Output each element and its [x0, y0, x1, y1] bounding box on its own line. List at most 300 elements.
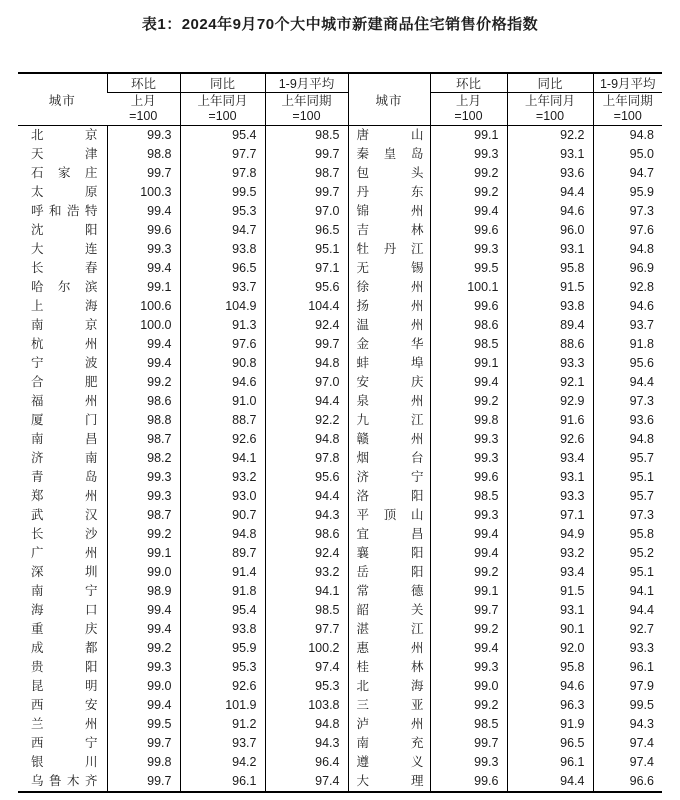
right-yoy-value: 92.0 — [507, 639, 593, 658]
left-avg-value: 93.2 — [265, 563, 348, 582]
left-city-cell: 上海 — [31, 299, 98, 313]
right-city-cell: 惠州 — [348, 639, 430, 658]
right-mom-value: 99.3 — [430, 240, 507, 259]
left-avg-value: 95.1 — [265, 240, 348, 259]
right-city-cell: 桂林 — [348, 658, 430, 677]
left-mom-value: 99.1 — [107, 278, 180, 297]
table-row — [18, 240, 662, 259]
header-yoy-right: 同比 — [507, 73, 593, 93]
right-avg-value: 94.8 — [593, 430, 662, 449]
right-yoy-value: 93.3 — [507, 354, 593, 373]
right-avg-value: 97.4 — [593, 753, 662, 772]
right-mom-value: 99.3 — [430, 658, 507, 677]
left-mom-value: 100.6 — [107, 297, 180, 316]
left-avg-value: 94.8 — [265, 354, 348, 373]
right-avg-value: 96.6 — [593, 772, 662, 792]
left-mom-value: 99.4 — [107, 335, 180, 354]
left-mom-value: 99.7 — [107, 164, 180, 183]
table-row — [18, 753, 662, 772]
right-mom-value: 99.6 — [430, 468, 507, 487]
right-yoy-value: 94.9 — [507, 525, 593, 544]
left-avg-value: 98.7 — [265, 164, 348, 183]
left-yoy-value: 94.7 — [180, 221, 265, 240]
table-row — [18, 696, 662, 715]
right-yoy-value: 95.8 — [507, 259, 593, 278]
right-city-cell: 泉州 — [348, 392, 430, 411]
table-row — [18, 639, 662, 658]
right-yoy-value: 95.8 — [507, 658, 593, 677]
left-avg-value: 94.4 — [265, 487, 348, 506]
right-yoy-value: 94.4 — [507, 772, 593, 792]
table-row — [18, 677, 662, 696]
right-yoy-value: 92.1 — [507, 373, 593, 392]
left-avg-value: 94.8 — [265, 715, 348, 734]
left-yoy-value: 92.6 — [180, 430, 265, 449]
right-city-cell: 常德 — [348, 582, 430, 601]
left-avg-value: 97.0 — [265, 202, 348, 221]
right-city-cell: 包头 — [348, 164, 430, 183]
right-city-cell: 三亚 — [348, 696, 430, 715]
right-city-cell: 丹东 — [348, 183, 430, 202]
left-yoy-value: 90.7 — [180, 506, 265, 525]
left-yoy-value: 96.5 — [180, 259, 265, 278]
table-row — [18, 544, 662, 563]
header-mom-right: 环比 — [430, 73, 507, 93]
right-avg-value: 95.1 — [593, 468, 662, 487]
right-yoy-value: 93.2 — [507, 544, 593, 563]
right-mom-value: 99.1 — [430, 126, 507, 146]
left-mom-value: 99.4 — [107, 354, 180, 373]
left-city-cell: 乌鲁木齐 — [31, 774, 98, 788]
left-avg-value: 92.2 — [265, 411, 348, 430]
right-city-cell: 牡丹江 — [348, 240, 430, 259]
right-mom-value: 99.8 — [430, 411, 507, 430]
table-title: 表1：2024年9月70个大中城市新建商品住宅销售价格指数 — [141, 16, 539, 33]
right-avg-value: 97.6 — [593, 221, 662, 240]
right-city-cell: 湛江 — [348, 620, 430, 639]
left-city-cell: 太原 — [31, 185, 98, 199]
left-yoy-value: 91.8 — [180, 582, 265, 601]
right-yoy-value: 97.1 — [507, 506, 593, 525]
right-city-cell: 烟台 — [348, 449, 430, 468]
left-yoy-value: 94.8 — [180, 525, 265, 544]
left-yoy-value: 91.0 — [180, 392, 265, 411]
right-city-cell: 安庆 — [348, 373, 430, 392]
right-yoy-value: 91.9 — [507, 715, 593, 734]
right-city-cell: 南充 — [348, 734, 430, 753]
left-city-cell: 深圳 — [31, 565, 98, 579]
right-mom-value: 99.4 — [430, 525, 507, 544]
right-avg-value: 97.3 — [593, 202, 662, 221]
right-avg-value: 93.3 — [593, 639, 662, 658]
right-yoy-value: 93.4 — [507, 563, 593, 582]
base-line2: =100 — [535, 109, 565, 123]
left-city-cell: 厦门 — [31, 413, 98, 427]
left-mom-value: 99.3 — [107, 487, 180, 506]
left-mom-value: 99.4 — [107, 696, 180, 715]
right-yoy-value: 91.6 — [507, 411, 593, 430]
left-yoy-value: 95.9 — [180, 639, 265, 658]
left-city-cell: 贵阳 — [31, 660, 98, 674]
right-yoy-value: 94.6 — [507, 677, 593, 696]
left-avg-value: 96.4 — [265, 753, 348, 772]
left-avg-value: 97.4 — [265, 772, 348, 792]
table-header — [18, 73, 662, 126]
left-city-cell: 南昌 — [31, 432, 98, 446]
price-index-table — [18, 72, 662, 793]
right-mom-value: 99.7 — [430, 734, 507, 753]
left-avg-value: 99.7 — [265, 145, 348, 164]
left-city-cell: 广州 — [31, 546, 98, 560]
right-mom-value: 99.3 — [430, 145, 507, 164]
table-row — [18, 126, 662, 146]
right-mom-value: 99.0 — [430, 677, 507, 696]
left-avg-value: 97.1 — [265, 259, 348, 278]
table-row — [18, 620, 662, 639]
right-mom-value: 99.1 — [430, 582, 507, 601]
left-yoy-value: 94.1 — [180, 449, 265, 468]
right-avg-value: 97.4 — [593, 734, 662, 753]
left-city-cell: 昆明 — [31, 679, 98, 693]
left-avg-value: 99.7 — [265, 335, 348, 354]
right-yoy-value: 92.2 — [507, 126, 593, 146]
right-city-cell: 遵义 — [348, 753, 430, 772]
left-city-cell: 海口 — [31, 603, 98, 617]
left-city-cell: 长沙 — [31, 527, 98, 541]
right-yoy-value: 93.8 — [507, 297, 593, 316]
right-yoy-value: 96.1 — [507, 753, 593, 772]
right-mom-value: 98.6 — [430, 316, 507, 335]
table-row — [18, 468, 662, 487]
left-mom-value: 99.0 — [107, 677, 180, 696]
left-yoy-value: 91.3 — [180, 316, 265, 335]
left-yoy-value: 93.7 — [180, 734, 265, 753]
left-yoy-value: 99.5 — [180, 183, 265, 202]
right-mom-value: 99.3 — [430, 430, 507, 449]
right-mom-value: 99.2 — [430, 392, 507, 411]
right-avg-value: 95.7 — [593, 487, 662, 506]
left-mom-value: 99.2 — [107, 525, 180, 544]
left-yoy-value: 89.7 — [180, 544, 265, 563]
right-city-cell: 扬州 — [348, 297, 430, 316]
left-yoy-value: 92.6 — [180, 677, 265, 696]
right-yoy-value: 93.4 — [507, 449, 593, 468]
right-yoy-value: 90.1 — [507, 620, 593, 639]
right-avg-value: 95.8 — [593, 525, 662, 544]
table-row — [18, 145, 662, 164]
right-mom-value: 99.4 — [430, 373, 507, 392]
right-yoy-value: 92.6 — [507, 430, 593, 449]
right-city-cell: 泸州 — [348, 715, 430, 734]
right-yoy-value: 96.0 — [507, 221, 593, 240]
table-row — [18, 506, 662, 525]
table-row — [18, 411, 662, 430]
base-line1: 上月 — [130, 94, 156, 108]
left-mom-value: 99.7 — [107, 772, 180, 792]
left-yoy-value: 95.3 — [180, 202, 265, 221]
header-yoy-base-left — [180, 93, 265, 126]
base-line1: 上年同月 — [197, 94, 248, 108]
right-mom-value: 99.4 — [430, 202, 507, 221]
left-mom-value: 99.3 — [107, 126, 180, 146]
table-row — [18, 601, 662, 620]
right-avg-value: 92.8 — [593, 278, 662, 297]
left-city-cell: 长春 — [31, 261, 98, 275]
left-city-cell: 成都 — [31, 641, 98, 655]
right-avg-value: 95.1 — [593, 563, 662, 582]
left-mom-value: 99.4 — [107, 601, 180, 620]
right-avg-value: 96.9 — [593, 259, 662, 278]
left-yoy-value: 88.7 — [180, 411, 265, 430]
right-city-cell: 大理 — [348, 772, 430, 792]
left-city-cell: 杭州 — [31, 337, 98, 351]
right-mom-value: 99.4 — [430, 544, 507, 563]
left-mom-value: 99.3 — [107, 240, 180, 259]
right-mom-value: 99.2 — [430, 696, 507, 715]
right-avg-value: 92.7 — [593, 620, 662, 639]
left-city-cell: 福州 — [31, 394, 98, 408]
left-mom-value: 98.8 — [107, 411, 180, 430]
left-avg-value: 98.6 — [265, 525, 348, 544]
left-yoy-value: 97.8 — [180, 164, 265, 183]
right-city-cell: 唐山 — [348, 126, 430, 146]
right-mom-value: 98.5 — [430, 487, 507, 506]
header-avg-base-left — [265, 93, 348, 126]
right-avg-value: 93.7 — [593, 316, 662, 335]
right-city-cell: 温州 — [348, 316, 430, 335]
base-line2: =100 — [454, 109, 483, 123]
left-city-cell: 济南 — [31, 451, 98, 465]
left-avg-value: 94.4 — [265, 392, 348, 411]
right-mom-value: 99.5 — [430, 259, 507, 278]
right-mom-value: 98.5 — [430, 335, 507, 354]
table-row — [18, 582, 662, 601]
left-city-cell: 哈尔滨 — [31, 280, 98, 294]
left-avg-value: 94.1 — [265, 582, 348, 601]
left-mom-value: 98.8 — [107, 145, 180, 164]
right-mom-value: 99.3 — [430, 449, 507, 468]
left-avg-value: 100.2 — [265, 639, 348, 658]
right-avg-value: 99.5 — [593, 696, 662, 715]
left-avg-value: 97.8 — [265, 449, 348, 468]
left-avg-value: 94.3 — [265, 734, 348, 753]
header-mom-base-left — [107, 93, 180, 126]
right-yoy-value: 93.1 — [507, 601, 593, 620]
base-line2: =100 — [129, 109, 158, 123]
left-mom-value: 99.4 — [107, 202, 180, 221]
header-mom-left: 环比 — [107, 73, 180, 93]
right-avg-value: 95.2 — [593, 544, 662, 563]
right-mom-value: 99.2 — [430, 164, 507, 183]
left-mom-value: 99.1 — [107, 544, 180, 563]
right-mom-value: 99.4 — [430, 639, 507, 658]
table-body — [18, 126, 662, 793]
right-yoy-value: 96.5 — [507, 734, 593, 753]
right-city-cell: 北海 — [348, 677, 430, 696]
right-yoy-value: 93.6 — [507, 164, 593, 183]
left-city-cell: 银川 — [31, 755, 98, 769]
right-yoy-value: 94.4 — [507, 183, 593, 202]
table-row — [18, 373, 662, 392]
left-yoy-value: 94.6 — [180, 373, 265, 392]
table-row — [18, 772, 662, 792]
right-mom-value: 100.1 — [430, 278, 507, 297]
right-yoy-value: 91.5 — [507, 582, 593, 601]
right-mom-value: 99.3 — [430, 753, 507, 772]
left-yoy-value: 93.8 — [180, 240, 265, 259]
right-avg-value: 97.3 — [593, 392, 662, 411]
right-avg-value: 94.1 — [593, 582, 662, 601]
table-row — [18, 734, 662, 753]
left-yoy-value: 93.7 — [180, 278, 265, 297]
left-avg-value: 103.8 — [265, 696, 348, 715]
right-city-cell: 吉林 — [348, 221, 430, 240]
left-avg-value: 97.4 — [265, 658, 348, 677]
left-mom-value: 99.7 — [107, 734, 180, 753]
left-yoy-value: 101.9 — [180, 696, 265, 715]
right-yoy-value: 93.1 — [507, 468, 593, 487]
left-avg-value: 95.3 — [265, 677, 348, 696]
left-avg-value: 97.7 — [265, 620, 348, 639]
left-mom-value: 98.7 — [107, 430, 180, 449]
left-avg-value: 92.4 — [265, 316, 348, 335]
header-avg-right: 1-9月平均 — [593, 73, 662, 93]
left-avg-value: 92.4 — [265, 544, 348, 563]
table-row — [18, 316, 662, 335]
left-mom-value: 99.3 — [107, 658, 180, 677]
left-yoy-value: 91.2 — [180, 715, 265, 734]
left-yoy-value: 93.2 — [180, 468, 265, 487]
base-line1: 上月 — [455, 94, 481, 108]
left-city-cell: 武汉 — [31, 508, 98, 522]
right-city-cell: 韶关 — [348, 601, 430, 620]
base-line2: =100 — [208, 109, 237, 123]
left-avg-value: 94.3 — [265, 506, 348, 525]
right-yoy-value: 88.6 — [507, 335, 593, 354]
left-mom-value: 99.2 — [107, 373, 180, 392]
left-city-cell: 西安 — [31, 698, 98, 712]
left-yoy-value: 104.9 — [180, 297, 265, 316]
right-city-cell: 无锡 — [348, 259, 430, 278]
right-avg-value: 94.8 — [593, 126, 662, 146]
right-avg-value: 94.4 — [593, 373, 662, 392]
right-city-cell: 洛阳 — [348, 487, 430, 506]
table-row — [18, 563, 662, 582]
right-city-cell: 宜昌 — [348, 525, 430, 544]
left-avg-value: 95.6 — [265, 278, 348, 297]
header-city-right: 城市 — [348, 73, 430, 126]
right-avg-value: 95.0 — [593, 145, 662, 164]
left-mom-value: 100.0 — [107, 316, 180, 335]
right-city-cell: 岳阳 — [348, 563, 430, 582]
table-row — [18, 202, 662, 221]
left-yoy-value: 93.0 — [180, 487, 265, 506]
right-avg-value: 94.6 — [593, 297, 662, 316]
right-city-cell: 蚌埠 — [348, 354, 430, 373]
base-line2: =100 — [292, 109, 321, 123]
left-city-cell: 北京 — [31, 128, 98, 142]
right-mom-value: 99.2 — [430, 620, 507, 639]
right-avg-value: 95.7 — [593, 449, 662, 468]
right-mom-value: 98.5 — [430, 715, 507, 734]
right-mom-value: 99.6 — [430, 772, 507, 792]
left-mom-value: 99.3 — [107, 468, 180, 487]
left-yoy-value: 97.7 — [180, 145, 265, 164]
right-avg-value: 93.6 — [593, 411, 662, 430]
table-row — [18, 392, 662, 411]
left-avg-value: 104.4 — [265, 297, 348, 316]
left-city-cell: 西宁 — [31, 736, 98, 750]
left-yoy-value: 96.1 — [180, 772, 265, 792]
header-mom-base-right — [430, 93, 507, 126]
left-mom-value: 99.0 — [107, 563, 180, 582]
right-avg-value: 91.8 — [593, 335, 662, 354]
table-row — [18, 278, 662, 297]
left-mom-value: 99.8 — [107, 753, 180, 772]
right-avg-value: 95.9 — [593, 183, 662, 202]
left-mom-value: 98.2 — [107, 449, 180, 468]
right-mom-value: 99.6 — [430, 221, 507, 240]
right-yoy-value: 91.5 — [507, 278, 593, 297]
left-yoy-value: 94.2 — [180, 753, 265, 772]
left-mom-value: 99.5 — [107, 715, 180, 734]
left-mom-value: 100.3 — [107, 183, 180, 202]
right-mom-value: 99.1 — [430, 354, 507, 373]
right-avg-value: 96.1 — [593, 658, 662, 677]
right-city-cell: 秦皇岛 — [348, 145, 430, 164]
header-avg-base-right — [593, 93, 662, 126]
right-avg-value: 94.3 — [593, 715, 662, 734]
table-row — [18, 658, 662, 677]
table-row — [18, 715, 662, 734]
left-avg-value: 97.0 — [265, 373, 348, 392]
table-row — [18, 335, 662, 354]
left-avg-value: 98.5 — [265, 601, 348, 620]
right-yoy-value: 93.3 — [507, 487, 593, 506]
right-city-cell: 襄阳 — [348, 544, 430, 563]
right-yoy-value: 96.3 — [507, 696, 593, 715]
left-city-cell: 兰州 — [31, 717, 98, 731]
left-avg-value: 95.6 — [265, 468, 348, 487]
table-row — [18, 354, 662, 373]
table-row — [18, 430, 662, 449]
left-city-cell: 重庆 — [31, 622, 98, 636]
left-mom-value: 99.4 — [107, 620, 180, 639]
left-city-cell: 南京 — [31, 318, 98, 332]
right-yoy-value: 93.1 — [507, 240, 593, 259]
right-city-cell: 徐州 — [348, 278, 430, 297]
right-yoy-value: 93.1 — [507, 145, 593, 164]
left-city-cell: 呼和浩特 — [31, 204, 98, 218]
left-avg-value: 99.7 — [265, 183, 348, 202]
left-yoy-value: 93.8 — [180, 620, 265, 639]
left-city-cell: 宁波 — [31, 356, 98, 370]
left-avg-value: 98.5 — [265, 126, 348, 146]
left-yoy-value: 95.4 — [180, 601, 265, 620]
right-avg-value: 97.9 — [593, 677, 662, 696]
base-line2: =100 — [613, 109, 642, 123]
left-city-cell: 郑州 — [31, 489, 98, 503]
right-mom-value: 99.2 — [430, 183, 507, 202]
right-city-cell: 九江 — [348, 411, 430, 430]
base-line1: 上年同期 — [602, 94, 653, 108]
left-mom-value: 98.9 — [107, 582, 180, 601]
header-avg-left: 1-9月平均 — [265, 73, 348, 93]
left-yoy-value: 95.3 — [180, 658, 265, 677]
header-city-left: 城市 — [18, 73, 107, 126]
left-city-cell: 沈阳 — [31, 223, 98, 237]
left-mom-value: 99.2 — [107, 639, 180, 658]
